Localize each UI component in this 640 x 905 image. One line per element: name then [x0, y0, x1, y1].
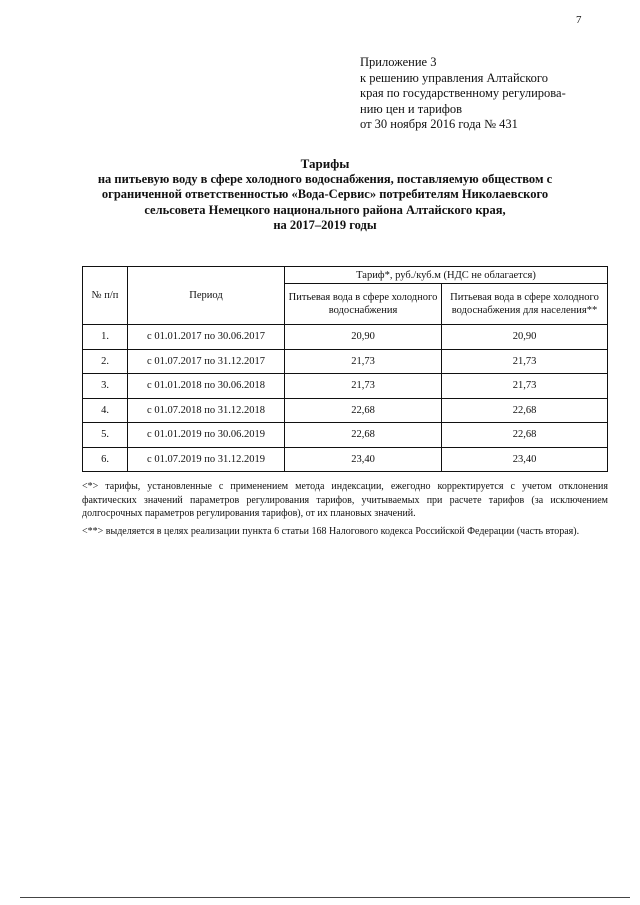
row-period: с 01.07.2017 по 31.12.2017: [128, 349, 285, 374]
appendix-line: к решению управления Алтайского: [360, 70, 548, 85]
row-period: с 01.01.2019 по 30.06.2019: [128, 423, 285, 448]
table-row: [83, 447, 608, 472]
heading-line: ограниченной ответственностью «Вода-Сервис» потребителям Николаевского: [101, 187, 549, 201]
table-row: [83, 374, 608, 399]
row-tariff-2: 20,90: [442, 325, 608, 350]
page-number: 7: [576, 14, 582, 26]
table-row: [83, 423, 608, 448]
footnotes: [82, 480, 608, 542]
footnote-single-asterisk: <*> тарифы, установленные с применением метода индексации, ежегодно корректируется с учетом отклонения фактических значений параметров регулирования тарифов, учитываемых при расчете тарифов (за исключением долгосрочных параметров регулирования тарифов), от их плановых значений.: [82, 481, 608, 519]
row-period: с 01.01.2017 по 30.06.2017: [128, 325, 285, 350]
row-num: 5.: [83, 423, 128, 448]
row-tariff-1: 21,73: [285, 349, 442, 374]
heading-line: сельсовета Немецкого национального района Алтайского края,: [144, 202, 506, 217]
row-tariff-1: 22,68: [285, 398, 442, 423]
row-num: 3.: [83, 374, 128, 399]
row-tariff-1: 21,73: [285, 374, 442, 399]
table-row: [83, 349, 608, 374]
row-tariff-1: 23,40: [285, 447, 442, 472]
page-bottom-rule: [20, 897, 630, 898]
document-title: Тарифы: [300, 156, 350, 171]
row-num: 6.: [83, 447, 128, 472]
appendix-line: Приложение 3: [360, 55, 437, 69]
footnote-double-asterisk: <**> выделяется в целях реализации пункта 6 статьи 168 Налогового кодекса Российской Федерации (часть вторая).: [82, 525, 580, 537]
heading-line: на 2017–2019 годы: [273, 218, 377, 232]
row-tariff-2: 21,73: [442, 374, 608, 399]
row-period: с 01.07.2018 по 31.12.2018: [128, 398, 285, 423]
table-row: [83, 398, 608, 423]
appendix-line: нию цен и тарифов: [360, 101, 463, 116]
row-num: 1.: [83, 325, 128, 350]
row-num: 2.: [83, 349, 128, 374]
row-num: 4.: [83, 398, 128, 423]
header-tariff-cold-water: Питьевая вода в сфере холодного водоснабжения: [285, 284, 442, 325]
table-row: [83, 325, 608, 350]
row-period: с 01.01.2018 по 30.06.2018: [128, 374, 285, 399]
header-tariff-group: Тариф*, руб./куб.м (НДС не облагается): [285, 267, 608, 284]
row-tariff-2: 22,68: [442, 398, 608, 423]
row-period: с 01.07.2019 по 31.12.2019: [128, 447, 285, 472]
row-tariff-2: 23,40: [442, 447, 608, 472]
appendix-line: края по государственному регулирова-: [360, 86, 566, 100]
document-heading: [40, 156, 610, 234]
row-tariff-2: 21,73: [442, 349, 608, 374]
row-tariff-1: 20,90: [285, 325, 442, 350]
tariff-table: [82, 266, 608, 472]
row-tariff-2: 22,68: [442, 423, 608, 448]
heading-line: на питьевую воду в сфере холодного водоснабжения, поставляемую обществом с: [97, 171, 553, 186]
header-tariff-population: Питьевая вода в сфере холодного водоснабжения для населения**: [442, 284, 608, 325]
appendix-block: [360, 55, 620, 133]
row-tariff-1: 22,68: [285, 423, 442, 448]
header-period: Период: [128, 267, 285, 325]
header-num: № п/п: [83, 267, 128, 325]
appendix-line: от 30 ноября 2016 года № 431: [360, 117, 518, 131]
